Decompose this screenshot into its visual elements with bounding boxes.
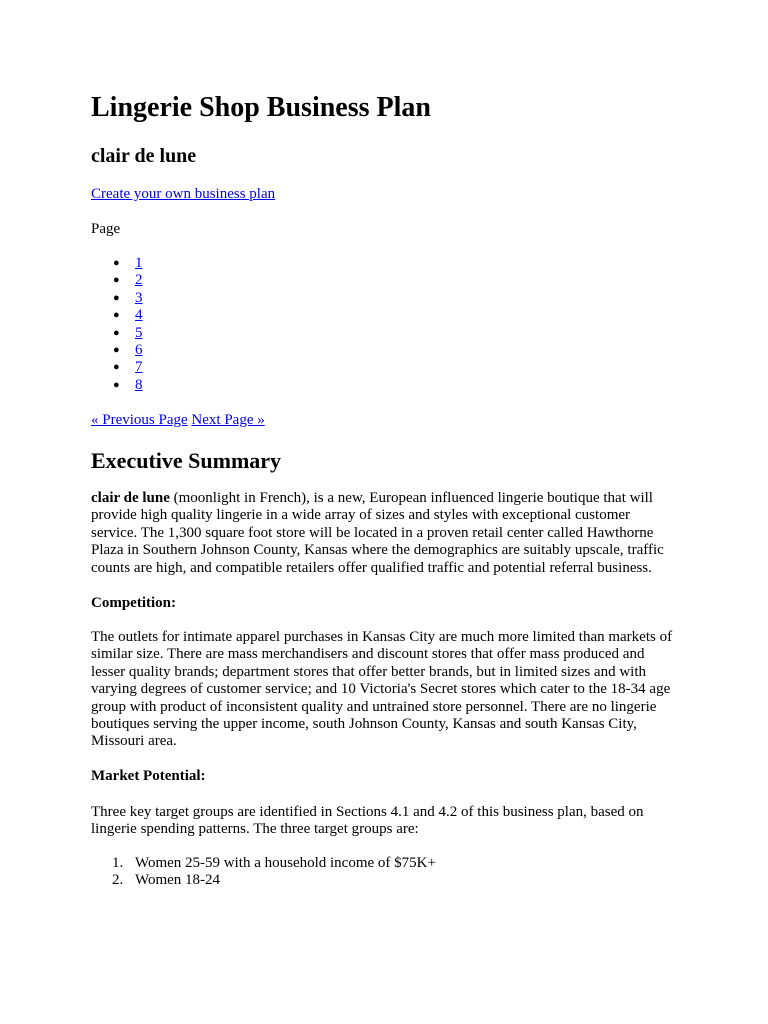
bullet-icon: ● xyxy=(113,378,120,391)
executive-summary-heading: Executive Summary xyxy=(91,448,282,473)
page-list-item xyxy=(91,342,143,359)
page-link-4[interactable]: 4 xyxy=(135,307,143,324)
page-link-6[interactable]: 6 xyxy=(135,341,143,358)
bullet-icon: ● xyxy=(113,326,120,339)
intro-paragraph xyxy=(91,490,691,577)
target-group-text: Women 25-59 with a household income of $75K+ xyxy=(135,855,436,871)
intro-line: Plaza in Southern Johnson County, Kansas where the demographics are suitably upscale, traffic xyxy=(91,542,664,559)
competition-line: The outlets for intimate apparel purchases in Kansas City are much more limited than markets of xyxy=(91,629,673,645)
market-line: lingerie spending patterns. The three target groups are: xyxy=(91,821,419,838)
page-link-3[interactable]: 3 xyxy=(135,289,143,306)
page-link-1[interactable]: 1 xyxy=(135,255,143,271)
page-title: Lingerie Shop Business Plan xyxy=(91,92,431,123)
page-link-5[interactable]: 5 xyxy=(135,324,143,341)
bullet-icon: ● xyxy=(113,343,120,356)
competition-line: similar size. There are mass merchandisers and discount stores that offer mass produced and xyxy=(91,646,645,663)
intro-line: provide high quality lingerie in a wide array of sizes and styles with exceptional customer xyxy=(91,507,631,524)
page-list-item xyxy=(91,307,143,324)
page-list-item xyxy=(91,255,143,272)
target-groups-list xyxy=(91,855,436,890)
intro-line: service. The 1,300 square foot store will be located in a proven retail center called Hawthorne xyxy=(91,524,654,541)
intro-line: counts are high, and compatible retailers offer qualified traffic and potential referral business. xyxy=(91,559,652,576)
competition-line: boutiques serving the upper income, south Johnson County, Kansas and south Kansas City, xyxy=(91,716,637,733)
bullet-icon: ● xyxy=(113,309,120,322)
competition-paragraph xyxy=(91,629,691,751)
previous-page-link[interactable]: « Previous Page xyxy=(91,412,188,428)
bullet-icon: ● xyxy=(113,274,120,287)
competition-line: Missouri area. xyxy=(91,733,177,750)
page-list-item xyxy=(91,272,143,289)
bullet-icon: ● xyxy=(113,361,120,374)
competition-line: varying degrees of customer service; and 10 Victoria's Secret stores which cater to the 18-34 age xyxy=(91,681,671,698)
target-group-item xyxy=(91,855,436,872)
bullet-icon: ● xyxy=(113,257,120,269)
bullet-icon: ● xyxy=(113,291,120,304)
page-link-7[interactable]: 7 xyxy=(135,359,143,376)
page-list-item xyxy=(91,377,143,394)
page-link-8[interactable]: 8 xyxy=(135,376,143,393)
list-number: 2. xyxy=(112,872,124,889)
intro-bold-name: clair de lune xyxy=(91,490,170,506)
page-list xyxy=(91,255,143,394)
competition-line: group with product of inconsistent quality and untrained store personnel. There are no lingerie xyxy=(91,698,657,715)
page-list-item xyxy=(91,325,143,342)
pager xyxy=(91,411,265,429)
page-list-item xyxy=(91,359,143,376)
next-page-link[interactable]: Next Page » xyxy=(191,412,265,428)
market-potential-heading: Market Potential: xyxy=(91,768,206,784)
market-paragraph xyxy=(91,804,691,839)
page-list-item xyxy=(91,290,143,307)
target-group-item xyxy=(91,872,436,889)
target-group-text: Women 18-24 xyxy=(135,872,221,889)
competition-heading: Competition: xyxy=(91,595,176,611)
list-number: 1. xyxy=(112,855,124,871)
market-line: Three key target groups are identified in Sections 4.1 and 4.2 of this business plan, based on xyxy=(91,804,644,820)
intro-line: (moonlight in French), is a new, European influenced lingerie boutique that will xyxy=(169,490,653,506)
business-name-subtitle: clair de lune xyxy=(91,145,197,167)
page-label: Page xyxy=(91,221,121,237)
competition-line: lesser quality brands; department stores that offer better brands, but in limited sizes and with xyxy=(91,663,646,680)
page-link-2[interactable]: 2 xyxy=(135,272,143,289)
create-business-plan-link[interactable]: Create your own business plan xyxy=(91,186,276,202)
